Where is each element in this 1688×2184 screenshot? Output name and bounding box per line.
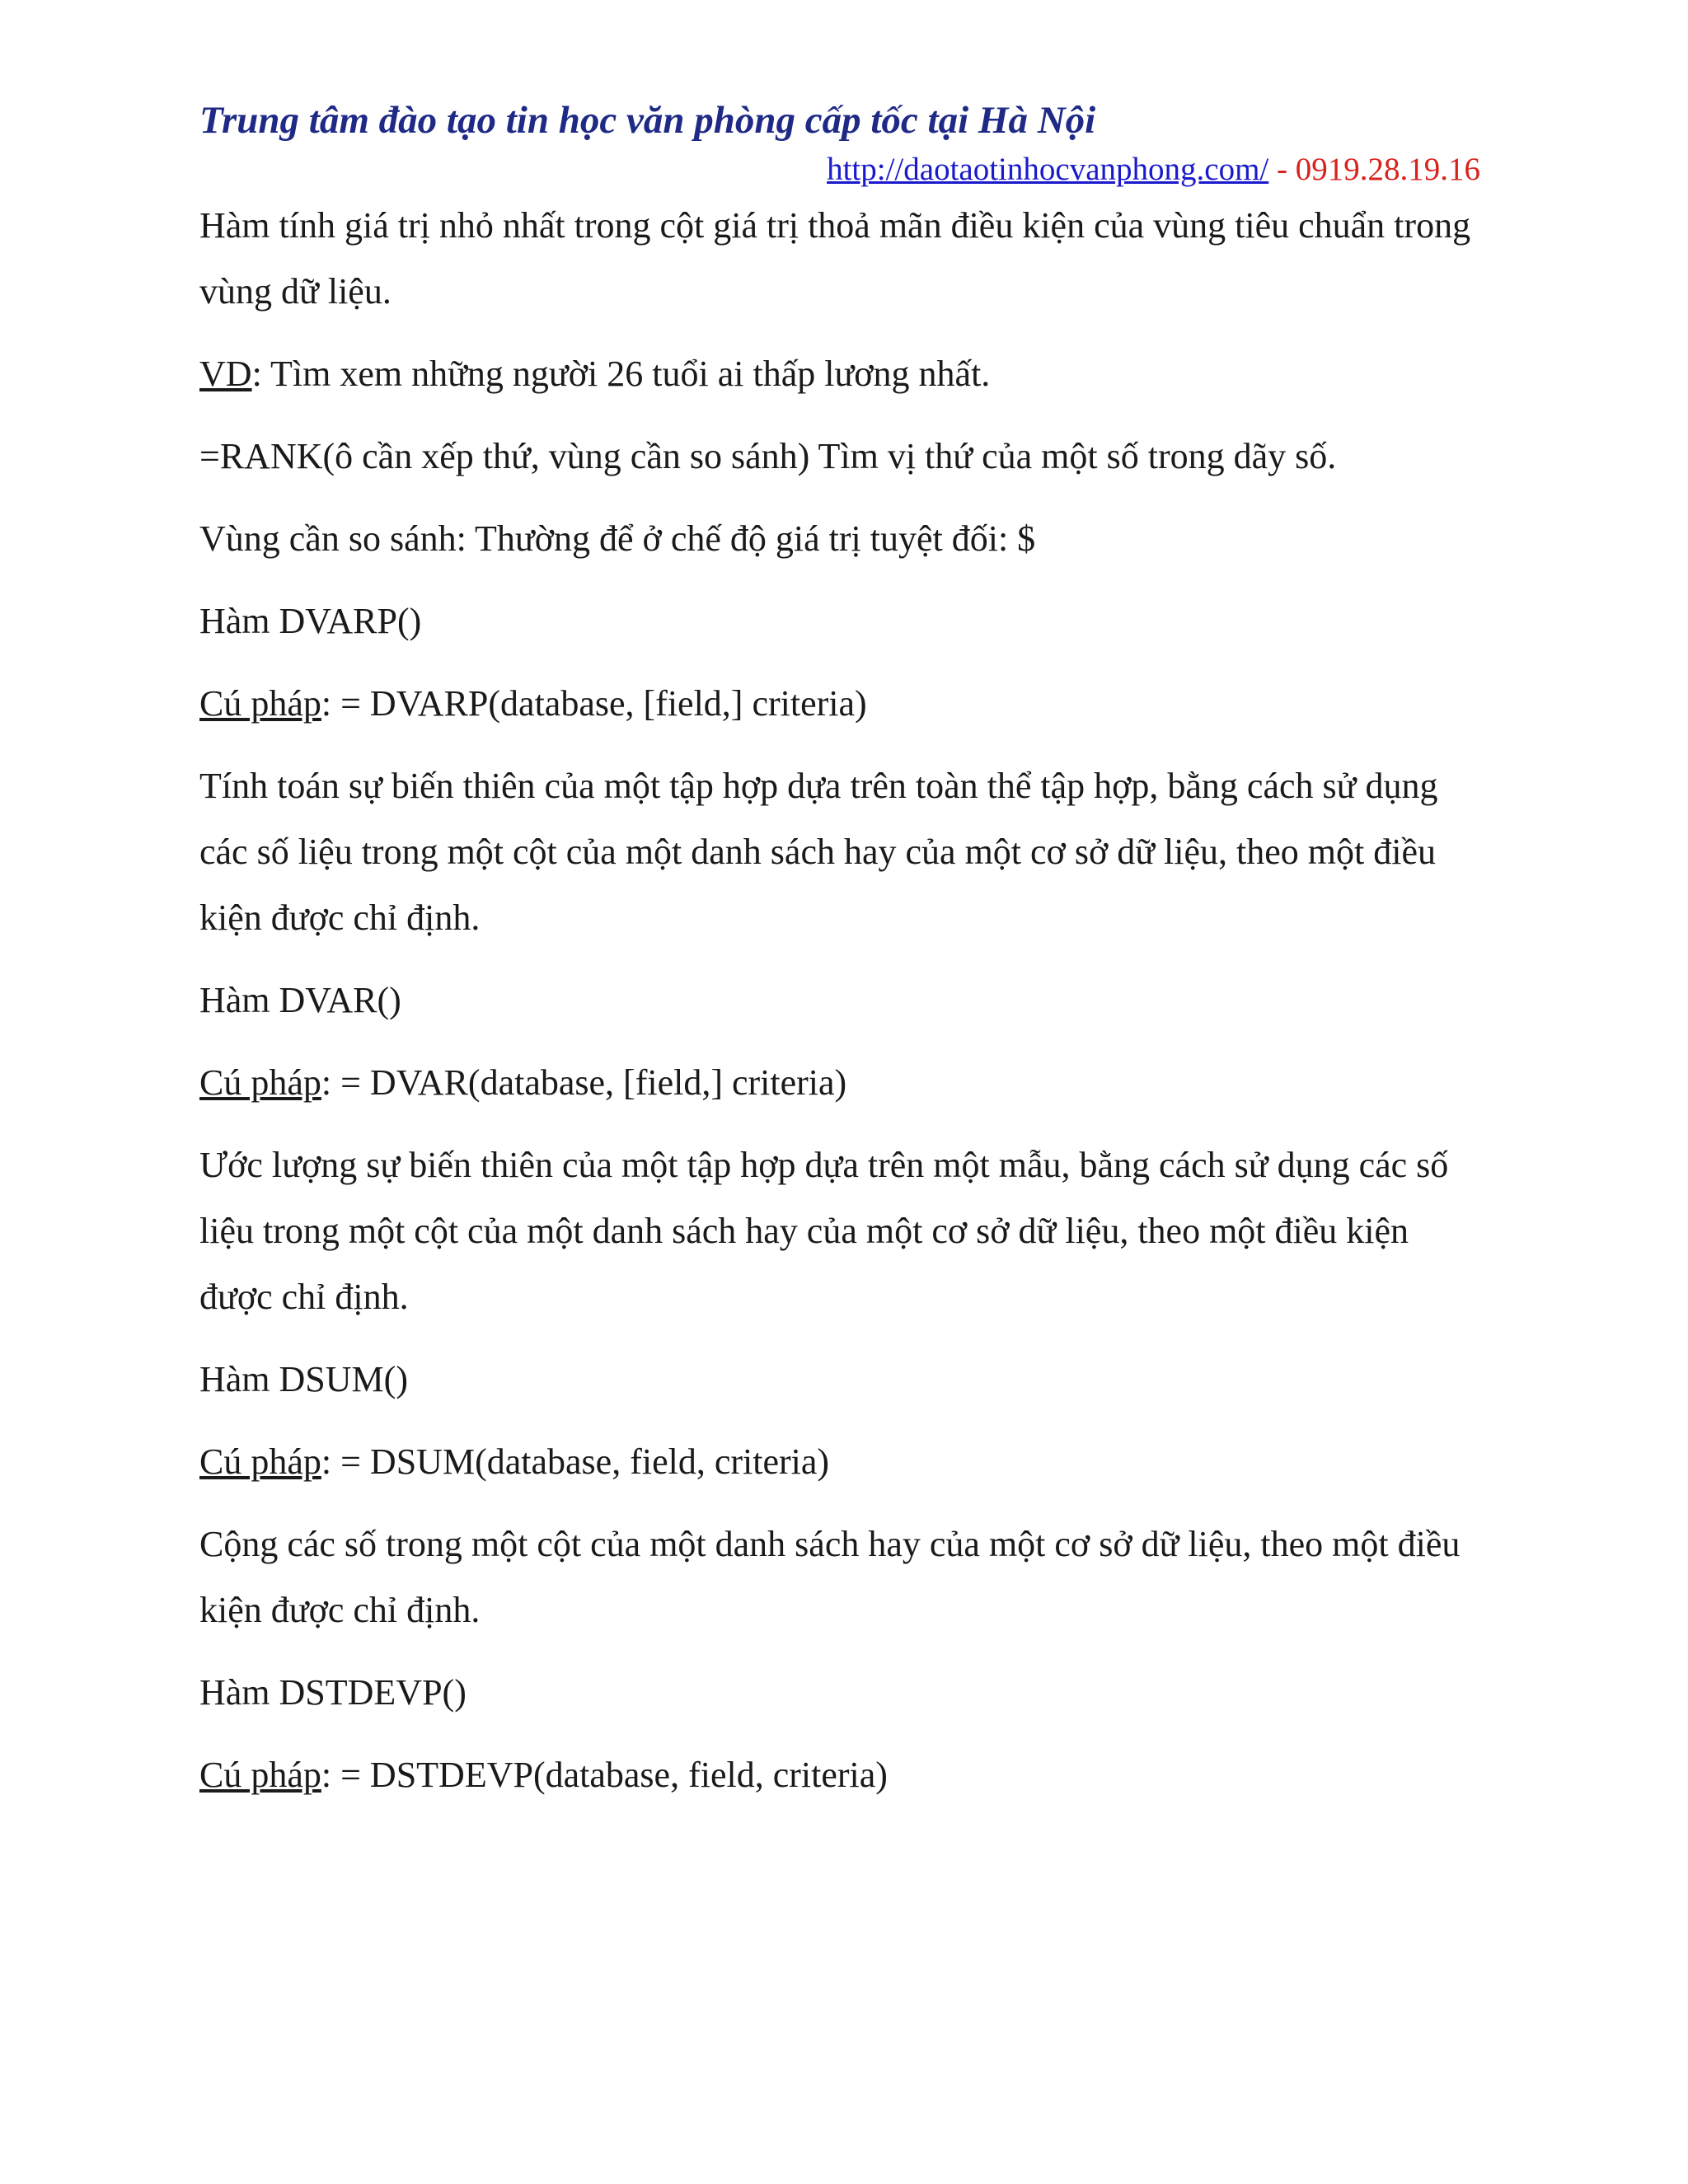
header-contact bbox=[827, 150, 1480, 190]
heading-dstdevp: Hàm DSTDEVP() bbox=[199, 1672, 467, 1713]
paragraph-min-description: Hàm tính giá trị nhỏ nhất trong cột giá trị thoả mãn điều kiện của vùng tiêu chuẩn trong vùng dữ liệu. bbox=[199, 205, 1471, 312]
website-link[interactable]: http://daotaotinhocvanphong.com/ bbox=[827, 152, 1269, 187]
syntax-label: Cú pháp bbox=[199, 1441, 321, 1482]
syntax-formula: : = DVARP(database, [field,] criteria) bbox=[321, 683, 867, 724]
heading-dvarp: Hàm DVARP() bbox=[199, 601, 422, 641]
example-label: VD bbox=[199, 354, 252, 394]
syntax-formula: : = DVAR(database, [field,] criteria) bbox=[321, 1062, 847, 1103]
phone-number: 0919.28.19.16 bbox=[1295, 152, 1480, 187]
heading-dvar: Hàm DVAR() bbox=[199, 980, 401, 1020]
description-dvar: Ước lượng sự biến thiên của một tập hợp dựa trên một mẫu, bằng cách sử dụng các số liệu trong một cột của một danh sách hay của một cơ sở dữ liệu, theo một điều kiện được chỉ định. bbox=[199, 1145, 1449, 1317]
syntax-label: Cú pháp bbox=[199, 683, 321, 724]
syntax-dvar bbox=[199, 1050, 1485, 1116]
description-dsum: Cộng các số trong một cột của một danh sách hay của một cơ sở dữ liệu, theo một điều kiện được chỉ định. bbox=[199, 1524, 1461, 1630]
syntax-label: Cú pháp bbox=[199, 1062, 321, 1103]
paragraph-example bbox=[199, 341, 1485, 407]
syntax-formula: : = DSUM(database, field, criteria) bbox=[321, 1441, 830, 1482]
syntax-dsum bbox=[199, 1429, 1485, 1495]
example-text: : Tìm xem những người 26 tuổi ai thấp lương nhất. bbox=[251, 354, 991, 394]
syntax-dvarp bbox=[199, 671, 1485, 737]
syntax-formula: : = DSTDEVP(database, field, criteria) bbox=[321, 1755, 888, 1795]
heading-dsum: Hàm DSUM() bbox=[199, 1359, 408, 1399]
document-body bbox=[199, 193, 1485, 1825]
description-dvarp: Tính toán sự biến thiên của một tập hợp dựa trên toàn thể tập hợp, bằng cách sử dụng các số liệu trong một cột của một danh sách hay của một cơ sở dữ liệu, theo một điều kiện được chỉ định. bbox=[199, 766, 1438, 938]
syntax-label: Cú pháp bbox=[199, 1755, 321, 1795]
paragraph-compare-range: Vùng cần so sánh: Thường để ở chế độ giá trị tuyệt đối: $ bbox=[199, 518, 1036, 559]
header-title: Trung tâm đào tạo tin học văn phòng cấp tốc tại Hà Nội bbox=[199, 99, 1096, 142]
syntax-dstdevp bbox=[199, 1742, 1485, 1808]
paragraph-rank: =RANK(ô cần xếp thứ, vùng cần so sánh) Tìm vị thứ của một số trong dãy số. bbox=[199, 436, 1337, 476]
header-separator: - bbox=[1268, 152, 1296, 187]
